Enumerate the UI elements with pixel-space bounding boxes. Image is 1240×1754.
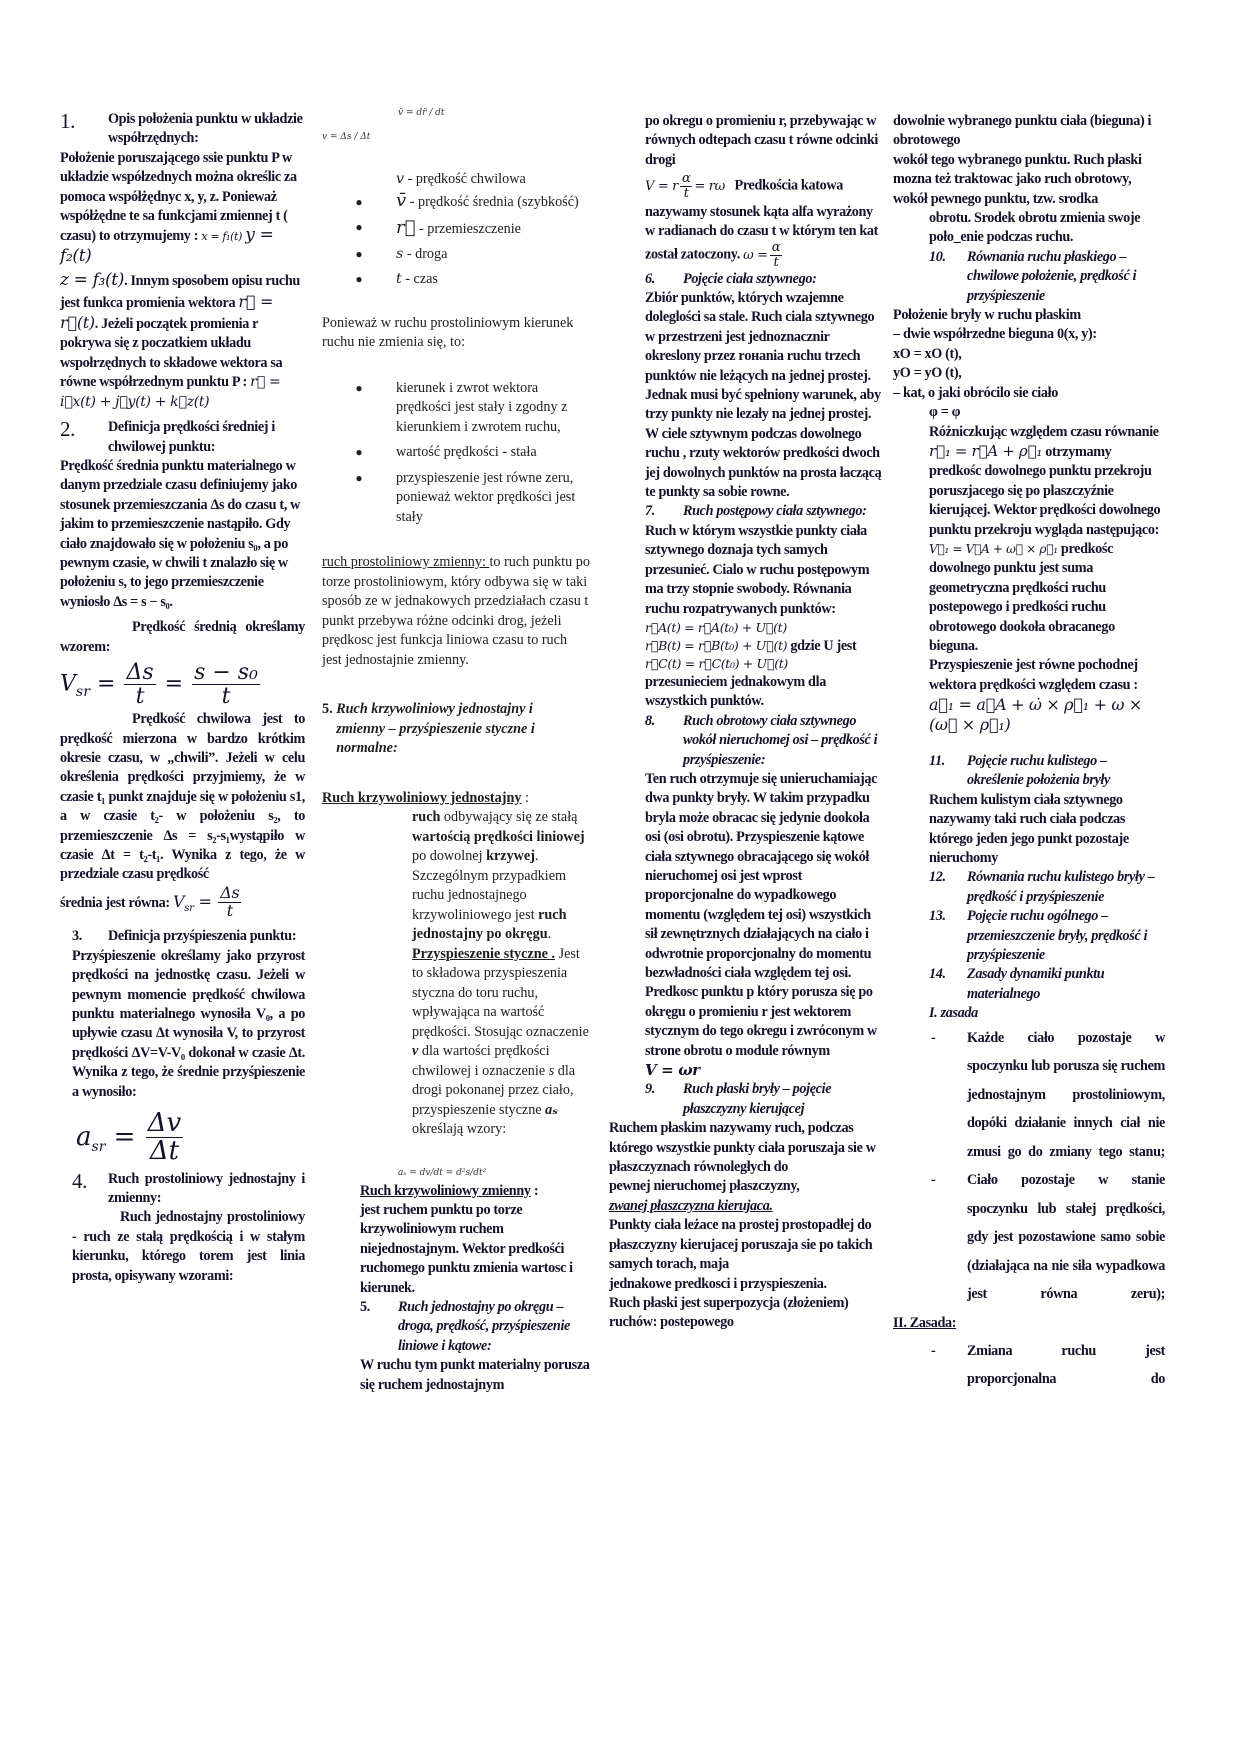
section-number: 12.	[929, 869, 946, 886]
paragraph-text: .	[547, 926, 552, 942]
section-11-heading	[893, 752, 1165, 791]
section-8-heading	[645, 712, 885, 770]
paragraph-text: średnia jest równa:	[60, 894, 170, 911]
section-11-body: Ruchem kulistym ciała sztywnego nazywamy taki ruch ciała podczas którego jeden jego punkt pozostaje nieruchomy	[929, 791, 1129, 867]
column-2	[322, 108, 590, 1395]
section-number: 1.	[60, 109, 76, 133]
term-uniform-curvilinear: Ruch krzywoliniowy jednostajny	[322, 789, 522, 806]
formula-small-1: v = Δs / Δt	[322, 132, 371, 142]
paragraph-text: Ruch płaski jest superpozycja (złożeniem) ruchów: postepowego	[609, 1294, 849, 1331]
equation-y0: yO = yO (t),	[893, 365, 962, 382]
symbol-v: v	[412, 1043, 419, 1059]
equation-average-velocity-2: $V_{sr}$ = $\frac{\Delta s}{t}$	[172, 882, 240, 920]
eq-subscript: sr	[91, 1139, 106, 1156]
section-1-body	[60, 149, 305, 412]
paragraph-text: W ruchu tym punkt materialny porusza się ruchem jednostajnym	[360, 1357, 590, 1393]
numerator: α	[682, 171, 691, 187]
law-1-title: I. zasada	[929, 1005, 978, 1022]
paragraph-text: . Jeżeli początek promienia r pokrywa się z poczatkiem układu wspołrzędnych to składowe wektora sa równe współrzednym punktu P :	[60, 316, 283, 391]
legend-symbol: r⃗	[396, 216, 416, 238]
section-number: 8.	[645, 712, 655, 729]
equation-y: y = f₂(t)	[60, 225, 274, 266]
term-variable-curvilinear: Ruch krzywoliniowy zmienny	[360, 1182, 531, 1199]
law-1-item	[893, 1024, 1165, 1167]
eq-subscript: sr	[75, 683, 91, 700]
circle-continuation: po okregu o promieniu r, przebywając w równych odtepach czasu t równe odcinki drogi	[645, 113, 879, 168]
bullet-icon: ●	[355, 470, 363, 485]
section-9-heading	[645, 1080, 885, 1119]
section-10-derivation	[893, 423, 1165, 735]
property-item	[322, 443, 590, 463]
denominator: t	[773, 254, 779, 270]
denominator: Δt	[149, 1136, 180, 1167]
bold-term: wartością prędkości liniowej	[412, 828, 585, 845]
colon: :	[530, 1182, 539, 1199]
dash-bullet: -	[931, 1342, 936, 1359]
equation-r-components: r⃗ = i⃗x(t) + j⃗y(t) + k⃗z(t)	[60, 374, 281, 410]
numerator: Δs	[126, 659, 154, 685]
legend-item	[322, 170, 590, 190]
numerator: Δs	[220, 882, 240, 902]
paragraph-text: wokół tego wybranego punktu. Ruch płaski mozna też traktowac jako ruch obrotowy, wokół pewnego punktu, tzw. srodka	[893, 151, 1142, 207]
equation-phi: φ = φ	[929, 404, 961, 421]
paragraph-text: jest ruchem punktu po torze krzywoliniowym ruchem niejednostajnym. Wektor predkośći ruchomego punktu zmienia wartosc i kierunek.	[360, 1201, 573, 1296]
legend-text: - droga	[403, 245, 448, 262]
property-item	[322, 379, 590, 438]
section-8-body: Ten ruch otrzymuje się unieruchamiając dwa punkty bryły. W takim przypadku bryla może obracac się jedynie dookoła osi (osi obrotu). Przyspieszenie kątowe ciała sztywnego obracającego się wokół nieruchomej osi jest wprost proporcjonalne do wypadkowego momentu (względem tej osi) wszystkich sił zewnętrznych działających na ciało i odwrotnie proporcjonalny do momentu bezwładności ciała względem tej osi.	[645, 770, 878, 981]
angular-velocity-label: Predkościa katowa	[734, 177, 843, 194]
bullet-icon: ●	[355, 271, 363, 286]
denominator: t	[221, 684, 231, 710]
section-2-body-1: Prędkość średnia punktu materialnego w danym przedziale czasu definiujemy jako stosunek przemieszczania Δs do czasu t, w jakim to przemieszczenie nastąpiło. Gdy ciało znajdowało się w położeniu s₀, a po pewnym czasie, w chwili t znalazło się w położeniu s, to jego przemieszczenie wyniosło Δs = s − s₀.	[60, 457, 301, 610]
column-1	[60, 110, 305, 1286]
equation-x: x = f₁(t)	[201, 230, 243, 244]
paragraph-text: . Innym sposobem opisu ruchu jest funkca promienia wektora	[60, 273, 300, 311]
equation-average-acceleration: $a_{sr}$ = $\frac{\Delta v}{\Delta t}$	[76, 1108, 182, 1167]
paragraph-text: Położenie bryły w ruchu płaskim	[893, 307, 1081, 324]
fraction	[124, 661, 155, 708]
paragraph-text: Punkty ciała leżace na prostej prostopadłej do płaszczyzny kierujacej poruszaja sie po takich samych torach, maja	[609, 1217, 873, 1273]
section-7-body-2: przesunieciem jednakowym dla wszystkich punktów.	[645, 673, 826, 710]
rectilinear-intro: Ponieważ w ruchu prostoliniowym kierunek ruchu nie zmienia się, to:	[322, 314, 574, 350]
equation-z: z = f₃(t)	[60, 270, 125, 291]
section-title: Równania ruchu kulistego bryły – prędkość i przyśpieszenie	[967, 869, 1155, 905]
section-2-body-3: Prędkość chwilowa jest to prędkość mierzona w bardzo krótkim okresie czasu, w „chwili”. Jeżeli w celu określenia prędkości przyjmiemy, że w czasie t₁ punkt znajduje się w położeniu s1, a w czasie t₂- w położeniu s₂, to przemieszczenie Δs = s₂-s₁wystąpiło w czasie Δt = t₂-t₁. Wynika z tego, że w przedziale czasu prędkość	[60, 711, 305, 883]
paragraph-text: Położenie poruszającego ssie punktu P w układzie współzednych można określic za pomoca współżędnyc x, y, z. Ponieważ współżędne te sa funkcjami zmiennej t ( czasu) to otrzymujemy :	[60, 149, 297, 245]
paragraph-text: Jest to składowa przyspieszenia styczna do toru ruchu, wpływająca na wartość prędkości. Stosując oznaczenie	[412, 945, 589, 1040]
section-7-heading	[645, 502, 885, 521]
variable-motion-paragraph	[322, 553, 590, 670]
term-tangential-acceleration: Przyspieszenie styczne .	[412, 945, 556, 962]
equation-rC: r⃗C(t) = r⃗C(t₀) + U⃗(t)	[645, 655, 788, 671]
section-7-equations	[645, 619, 885, 673]
section-1-heading	[60, 110, 305, 149]
eq-lhs: ω =	[743, 247, 768, 263]
equation-average-velocity: $V_{sr}$ = $\frac{\Delta s}{t}$ = $\frac{\text{s − s₀}}{t}$	[60, 659, 258, 710]
legend-item	[322, 215, 590, 242]
section-title: Zasady dynamiki punktu materialnego	[967, 966, 1105, 1002]
section-title: Ruch płaski bryły – pojęcie płaszczyzny kierującej	[683, 1081, 832, 1117]
denominator: t	[226, 900, 233, 920]
bullet-icon: ●	[355, 380, 363, 395]
denominator: t	[135, 684, 145, 710]
law-2-item	[893, 1337, 1165, 1394]
section-number: 9.	[645, 1081, 655, 1098]
section-title: Ruch postępowy ciała sztywnego:	[683, 503, 867, 520]
equation-position: r⃗₁ = r⃗A + ρ⃗₁	[929, 441, 1043, 460]
section-2-body-4	[60, 882, 305, 920]
eq-symbol: V	[60, 671, 76, 697]
law-2-list	[893, 1337, 1165, 1394]
denominator: t	[683, 185, 689, 201]
bold-term: ruch	[412, 809, 441, 825]
section-4-heading	[60, 1170, 305, 1209]
bold-term: ruch jednostajny po okręgu	[412, 906, 567, 942]
colon: :	[521, 789, 529, 806]
paragraph-text: nazywamy stosunek kąta alfa wyrażony w radianach do czasu t w którym ten kat został zatoczony.	[645, 203, 879, 263]
section-number: 7.	[645, 503, 655, 520]
section-4-body: Ruch jednostajny prostoliniowy - ruch ze stałą prędkością i w stałym kierunku, którego torem jest linia prosta, opisywany wzorami:	[72, 1209, 305, 1284]
section-title: Pojęcie ruchu ogólnego – przemieszczenie bryły, prędkość i przyśpieszenie	[967, 908, 1148, 964]
paragraph-text: dla wartości prędkości chwilowej i oznaczenie	[412, 1043, 550, 1079]
paragraph-text: Ruchem płaskim nazywamy ruch, podczas którego wszystkie punkty ciała poruszaja sie w płaszczyznach równoległych do	[609, 1120, 876, 1176]
eq-lhs: V = r	[645, 178, 679, 194]
section-title: Ruch krzywoliniowy jednostajny i zmienny – przyśpieszenie styczne i normalne:	[336, 701, 535, 756]
uniform-curvilinear-paragraph	[322, 789, 590, 1140]
equation-v	[645, 171, 725, 201]
section-5-heading	[322, 700, 590, 759]
fraction	[146, 1110, 183, 1166]
paragraph-text: pewnej nieruchomej płaszczyzny,	[609, 1178, 800, 1195]
formula-block	[322, 108, 590, 158]
bold-term: krzywej	[486, 848, 535, 864]
paragraph-text: dowolnie wybranego punktu ciała (bieguna) i obrotowego	[893, 113, 1152, 149]
paragraph-text: Różniczkując względem czasu równanie	[929, 423, 1159, 440]
paragraph-text: jednakowe predkosci i przyspieszenia.	[609, 1275, 827, 1292]
rectilinear-properties	[322, 379, 590, 528]
section-number: 4.	[72, 1168, 88, 1193]
section-2-heading	[60, 418, 305, 457]
property-item	[322, 469, 590, 528]
section-title: Ruch jednostajny po okręgu – droga, prędkość, przyśpieszenie liniowe i kątowe:	[398, 1298, 571, 1354]
section-number: 3.	[72, 928, 82, 945]
column-4	[893, 112, 1165, 1394]
property-text: kierunek i zwrot wektora prędkości jest stały i zgodny z kierunkiem i zwrotem ruchu,	[396, 379, 568, 435]
formula-small-2: v̄ = dr̄ / dt	[398, 108, 445, 118]
legend-symbol: t	[396, 270, 402, 287]
section-number: 6.	[645, 270, 655, 287]
dash-bullet: -	[931, 1172, 936, 1189]
fraction	[192, 661, 260, 708]
property-text: wartość prędkości - stała	[396, 444, 537, 460]
law-text: Zmiana ruchu jest proporcjonalna do	[967, 1342, 1165, 1388]
section-5b-heading	[360, 1298, 590, 1356]
section-2-body-2: Prędkość średnią określamy wzorem:	[60, 619, 305, 655]
section-number: 2.	[60, 417, 76, 442]
equation-omega	[743, 240, 784, 270]
section-12-heading	[893, 868, 1165, 907]
section-6-heading	[645, 270, 885, 289]
section-10-body	[893, 306, 1165, 422]
paragraph-text: określają wzory:	[412, 1121, 507, 1137]
section-3-body: Przyśpieszenie określamy jako przyrost prędkości na jednostkę czasu. Jeżeli w pewnym momencie prędkość chwilowa punktu materialnego wynosiła V₀, a po upływie czasu Δt wynosiła V, to przyrost prędkości ΔV=V-V₀ dokonał w czasie Δt. Wynika z tego, że średnie przyśpieszenie a wynosiło:	[72, 947, 305, 1100]
term-variable-motion: ruch prostoliniowy zmienny:	[322, 554, 490, 570]
paragraph-text: odbywający się ze stałą	[440, 809, 578, 825]
legend-text: - prędkość chwilowa	[404, 171, 526, 187]
symbol-a: aₛ	[545, 1101, 558, 1118]
section-title: Definicja przyśpieszenia punktu:	[108, 928, 297, 945]
term-directing-plane: zwanej płaszczyzna kierujaca.	[609, 1197, 773, 1214]
law-2-title: II. Zasada:	[893, 1314, 957, 1331]
eq-symbol: a	[76, 1121, 92, 1152]
variable-curvilinear-paragraph	[322, 1182, 590, 1395]
law-text: Każde ciało pozostaje w spoczynku lub porusza się ruchem jednostajnym prostoliniowym, dopóki działanie innych ciał nie zmusi go do zmiany tego stanu;	[967, 1029, 1165, 1160]
section-title: Pojęcie ruchu kulistego – określenie położenia bryły	[967, 753, 1111, 789]
velocity-equation-line	[645, 172, 885, 200]
legend-symbol: v̄	[396, 189, 407, 211]
section-number: 5.	[322, 701, 333, 717]
legend-symbol: v	[396, 171, 405, 187]
equation-acceleration: a⃗₁ = a⃗A + ω̇ × ρ⃗₁ + ω × (ω⃗ × ρ⃗₁)	[929, 695, 1142, 734]
section-number: 5.	[360, 1298, 370, 1315]
bullet-icon: ●	[355, 445, 363, 459]
symbol-s: s	[548, 1062, 555, 1079]
paragraph-text: otrzymamy predkośc dowolnego punktu przekroju poruszjacego się po plaszczyźnie kierującej. Wektor prędkości dowolnego punktu przekroju wygląda następująco:	[929, 443, 1161, 538]
bullet-icon: ●	[355, 246, 363, 261]
formula-small-3: aₛ = dv/dt = d²s/dt²	[398, 1167, 487, 1178]
uniform-curvilinear-body	[322, 808, 590, 1140]
section-3-heading	[60, 927, 305, 946]
eq-rhs: = rω	[694, 178, 725, 194]
section-title: Ruch obrotowy ciała sztywnego wokół nieruchomej osi – prędkość i przyśpieszenie:	[683, 712, 878, 768]
numerator: Δv	[147, 1108, 182, 1139]
section-8-body-2: Predkosc punktu p który porusza się po okręgu o promieniu r jest wektorem stycznym do tego okregu i zwróconym w strone obrotu o module równym	[645, 984, 877, 1059]
legend-item	[322, 267, 590, 292]
paragraph-text: po dowolnej	[412, 848, 487, 864]
section-title: Opis położenia punktu w układzie współrzędnych:	[108, 111, 303, 147]
section-number: 10.	[929, 248, 946, 265]
legend-list	[322, 190, 590, 292]
equation-velocity: V⃗₁ = V⃗A + ω⃗ × ρ⃗₁	[929, 541, 1058, 556]
section-13-heading	[893, 907, 1165, 965]
legend-text: - prędkość średnia (szybkość)	[406, 193, 579, 210]
numerator: s − s₀	[194, 659, 258, 685]
section-10-heading	[893, 248, 1165, 306]
section-number: 13.	[929, 908, 946, 925]
section-9-body	[609, 1119, 889, 1332]
dash-bullet: -	[931, 1029, 936, 1046]
law-1-list	[893, 1024, 1165, 1309]
equation-rA: r⃗A(t) = r⃗A(t₀) + U⃗(t)	[645, 619, 787, 635]
angular-velocity-body	[645, 203, 885, 270]
property-text: przyspieszenie jest równe zeru, ponieważ wektor prędkości jest stały	[396, 469, 576, 525]
paragraph-text: to ruch punktu po torze prostoliniowym, który odbywa się w taki sposób ze w jednakowych przedziałach czasu t punkt przebywa różne odcinki drog, jeżeli prędkosc jest funkcja liniowa czasu to ruch jest jednostajnie zmienny.	[322, 554, 590, 668]
section-7-body: Ruch w którym wszystkie punkty ciała sztywnego doznaja tych samych przesunieć. Cialo w ruchu postępowym ma trzy stopnie swobody. Równania ruchu rozpatrywanych punktów:	[645, 522, 870, 617]
legend-text: - czas	[401, 270, 438, 287]
section-title: Ruch prostoliniowy jednostajny i zmienny:	[108, 1170, 305, 1207]
section-number: 14.	[929, 966, 946, 983]
legend-item	[322, 242, 590, 267]
legend-text: - przemieszczenie	[415, 220, 521, 237]
section-title: Równania ruchu płaskiego – chwilowe położenie, prędkość i przyśpieszenie	[967, 248, 1137, 304]
paragraph-text: predkośc dowolnego punktu jest suma geometryczna prędkości ruchu postepowego i predkości ruchu obrotowego dookoła obracanego bieguna.	[929, 540, 1115, 654]
law-1-item	[893, 1166, 1165, 1309]
plane-motion-continuation	[893, 112, 1165, 209]
section-title: Pojęcie ciała sztywnego:	[683, 270, 817, 287]
legend-item	[322, 190, 590, 215]
section-title: Definicja prędkości średniej i chwilowej punktu:	[108, 419, 275, 455]
legend-symbol: s	[396, 245, 404, 262]
plane-motion-continuation-2: obrotu. Srodek obrotu zmienia swoje poło_enie podczas ruchu.	[929, 210, 1141, 246]
paragraph-text: dla drogi pokonanej przez ciało, przyspieszenie styczne	[412, 1062, 576, 1118]
paragraph-text: . Szczególnym przypadkiem ruchu jednostajnego krzywoliniowego jest	[412, 848, 567, 923]
column-3	[609, 112, 885, 1333]
section-number: 11.	[929, 753, 945, 769]
section-6-body: Zbiór punktów, których wzajemne doleglości sa stale. Ruch ciala sztywnego w przestrzeni jest jednoznacznir okreslony przez rонania ruchu trzech punktów nie leżących na jednej prostej. Jednak musi być spełniony warunek, aby trzy punkty nie lezały na jednej prostej. W ciele sztywnym podczas dowolnego ruchu , rzuty wektorów predkości dwoch jej dowolnych punktów na prosta łaczącą te punkty sa sobie rowne.	[645, 290, 882, 501]
equation-note: gdzie U jest	[787, 637, 857, 654]
bullet-icon: ●	[355, 194, 363, 209]
equation-v-omega-r: V = ωr	[645, 1061, 700, 1080]
bullet-icon: ●	[355, 219, 363, 234]
equation-x0: xO = xO (t),	[893, 345, 962, 362]
symbol-legend	[322, 170, 590, 292]
paragraph-text: – kat, o jaki obrócilo sie ciało	[893, 384, 1058, 401]
numerator: α	[771, 240, 781, 256]
equation-r: r⃗ = r⃗(t)	[60, 291, 274, 333]
paragraph-text: Przyspieszenie jest równe pochodnej wektora prędkości względem czasu :	[929, 657, 1138, 693]
section-14-heading	[893, 965, 1165, 1004]
equation-rB: r⃗B(t) = r⃗B(t₀) + U⃗(t)	[645, 637, 788, 653]
law-text: Ciało pozostaje w stanie spoczynku lub stałej prędkości, gdy jest pozostawione samo sobie (działająca na nie siła wypadkowa jest równa zeru);	[967, 1172, 1165, 1303]
paragraph-text: – dwie współrzedne bieguna 0(x, y):	[893, 326, 1097, 343]
